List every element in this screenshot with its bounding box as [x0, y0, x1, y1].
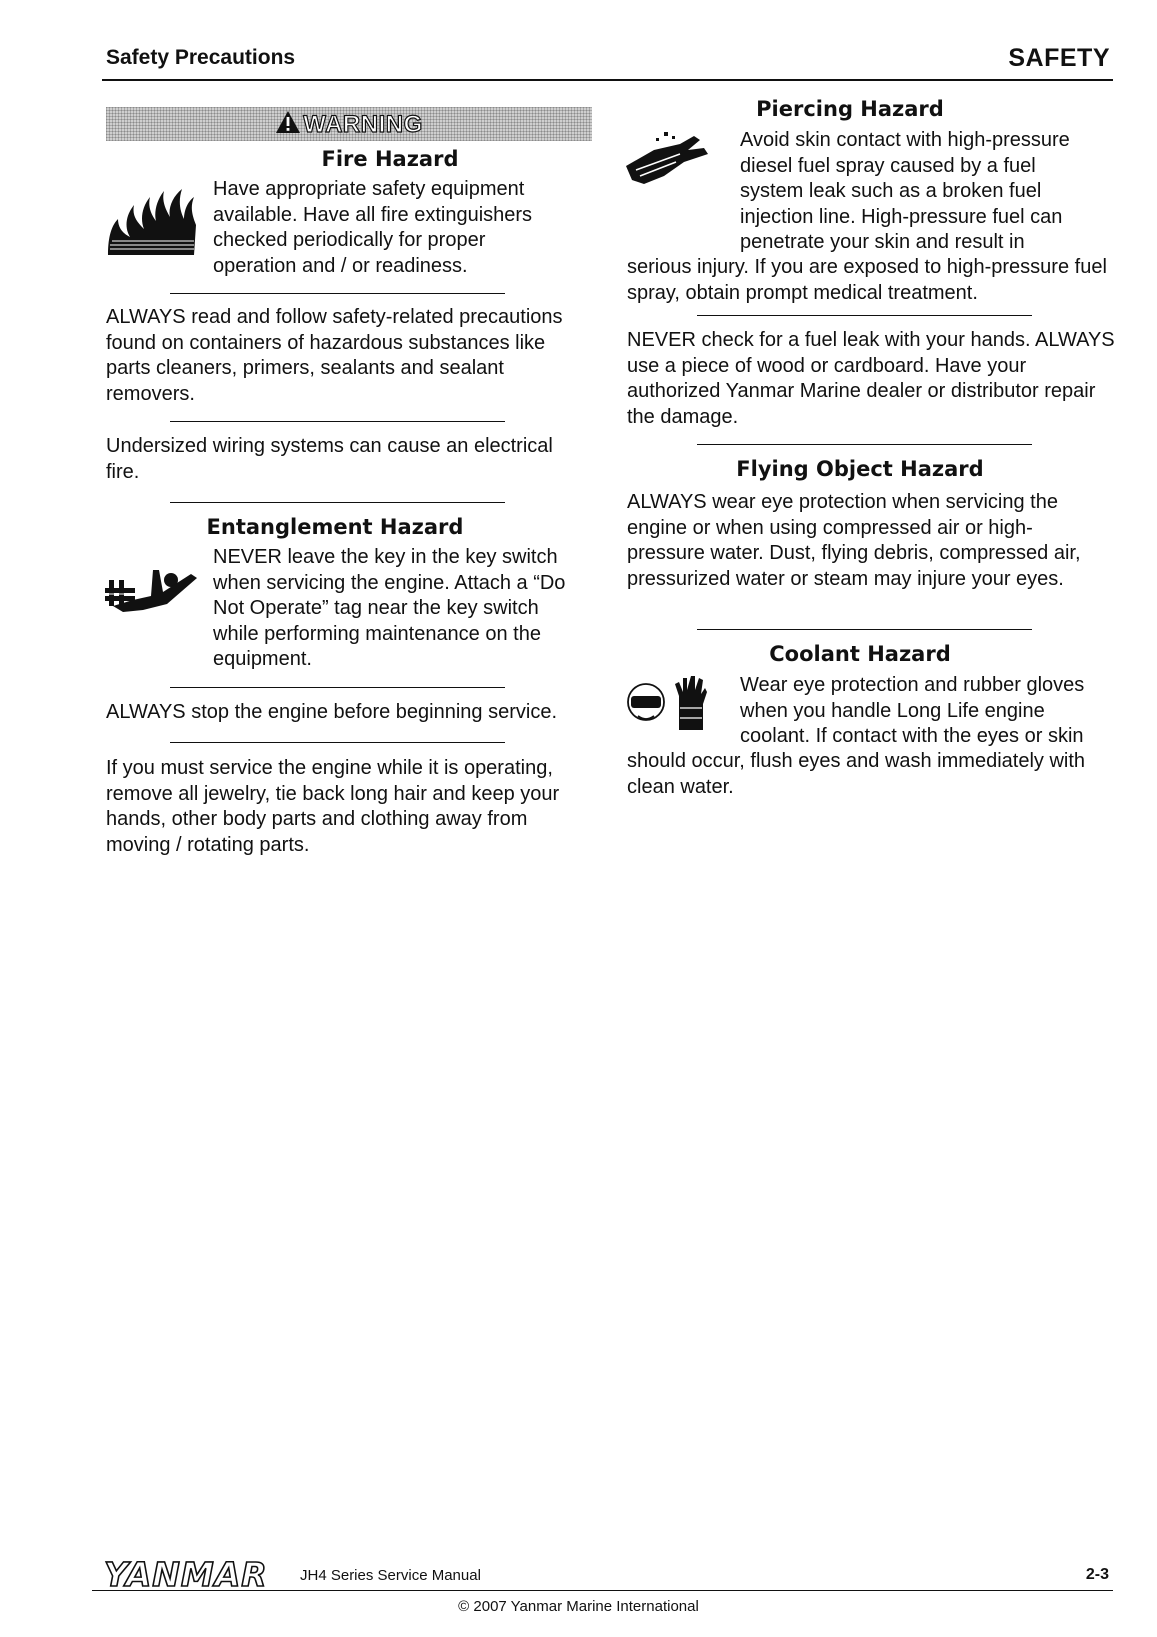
piercing-line: injection line. High-pressure fuel can	[740, 205, 1063, 228]
piercing-icon	[624, 130, 710, 190]
divider	[170, 742, 505, 743]
eye-protection-icon	[625, 676, 667, 732]
page-number: 2-3	[1085, 1566, 1109, 1583]
entanglement-icon	[103, 566, 203, 616]
fire-hazard-text: Have appropriate safety equipment available. Have all fire extinguishers checked periodically for proper operation and / or readiness.	[213, 178, 533, 277]
stop-engine-text: ALWAYS stop the engine before beginning service.	[106, 701, 558, 723]
fuel-leak-text: NEVER check for a fuel leak with your hands. ALWAYS use a piece of wood or cardboard. Have your authorized Yanmar Marine dealer or distributor repair the damage.	[627, 329, 1115, 428]
wiring-text: Undersized wiring systems can cause an electrical fire.	[106, 435, 553, 483]
piercing-line: Avoid skin contact with high-pressure	[740, 129, 1070, 151]
coolant-hazard-text	[740, 673, 1120, 750]
coolant-line: Wear eye protection and rubber gloves	[740, 674, 1085, 696]
divider	[697, 629, 1032, 630]
piercing-hazard-heading: Piercing Hazard	[756, 97, 944, 121]
divider	[697, 315, 1032, 316]
divider	[170, 687, 505, 688]
piercing-line: system leak such as a broken fuel	[740, 180, 1042, 202]
coolant-line: when you handle Long Life engine	[740, 699, 1045, 722]
section-title: Safety Precautions	[106, 46, 296, 69]
footer-rule	[92, 1590, 1113, 1591]
manual-title: JH4 Series Service Manual	[300, 1567, 481, 1584]
chapter-title: SAFETY	[1008, 44, 1110, 72]
entanglement-hazard-text: NEVER leave the key in the key switch when servicing the engine. Attach a “Do Not Operate” tag near the key switch while performing maintenance on the equipment.	[213, 546, 566, 670]
warning-banner	[106, 107, 592, 141]
copyright: © 2007 Yanmar Marine International	[458, 1598, 699, 1615]
jewelry-hair-text: If you must service the engine while it is operating, remove all jewelry, tie back long hair and keep your hands, other body parts and clothing away from moving / rotating parts.	[106, 757, 560, 856]
header-rule	[102, 79, 1113, 81]
coolant-line: coolant. If contact with the eyes or skin	[740, 725, 1084, 747]
piercing-hazard-text-cont: serious injury. If you are exposed to high-pressure fuel spray, obtain prompt medical treatment.	[627, 256, 1107, 304]
flying-object-hazard-heading: Flying Object Hazard	[736, 457, 984, 481]
divider	[170, 421, 505, 422]
entanglement-hazard-heading: Entanglement Hazard	[206, 515, 464, 539]
fire-icon	[104, 185, 202, 257]
piercing-line: diesel fuel spray caused by a fuel	[740, 154, 1036, 177]
warning-triangle-icon	[275, 110, 301, 134]
warning-label: WARNING	[303, 111, 423, 138]
divider	[170, 502, 505, 503]
piercing-line: penetrate your skin and result in	[740, 231, 1025, 253]
yanmar-logo: YANMAR	[104, 1555, 268, 1594]
hazardous-substances-text: ALWAYS read and follow safety-related precautions found on containers of hazardous substances like parts cleaners, primers, sealants and sealant removers.	[106, 306, 563, 405]
fire-hazard-heading: Fire Hazard	[321, 147, 459, 171]
piercing-hazard-text	[740, 128, 1120, 256]
coolant-hazard-text-cont: should occur, flush eyes and wash immediately with clean water.	[627, 750, 1086, 798]
flying-object-text: ALWAYS wear eye protection when servicing the engine or when using compressed air or high-pressure water. Dust, flying debris, compressed air, pressurized water or steam may injure your eyes.	[627, 491, 1081, 590]
coolant-hazard-heading: Coolant Hazard	[769, 642, 951, 666]
rubber-gloves-icon	[671, 674, 709, 732]
divider	[170, 293, 505, 294]
divider	[697, 444, 1032, 445]
